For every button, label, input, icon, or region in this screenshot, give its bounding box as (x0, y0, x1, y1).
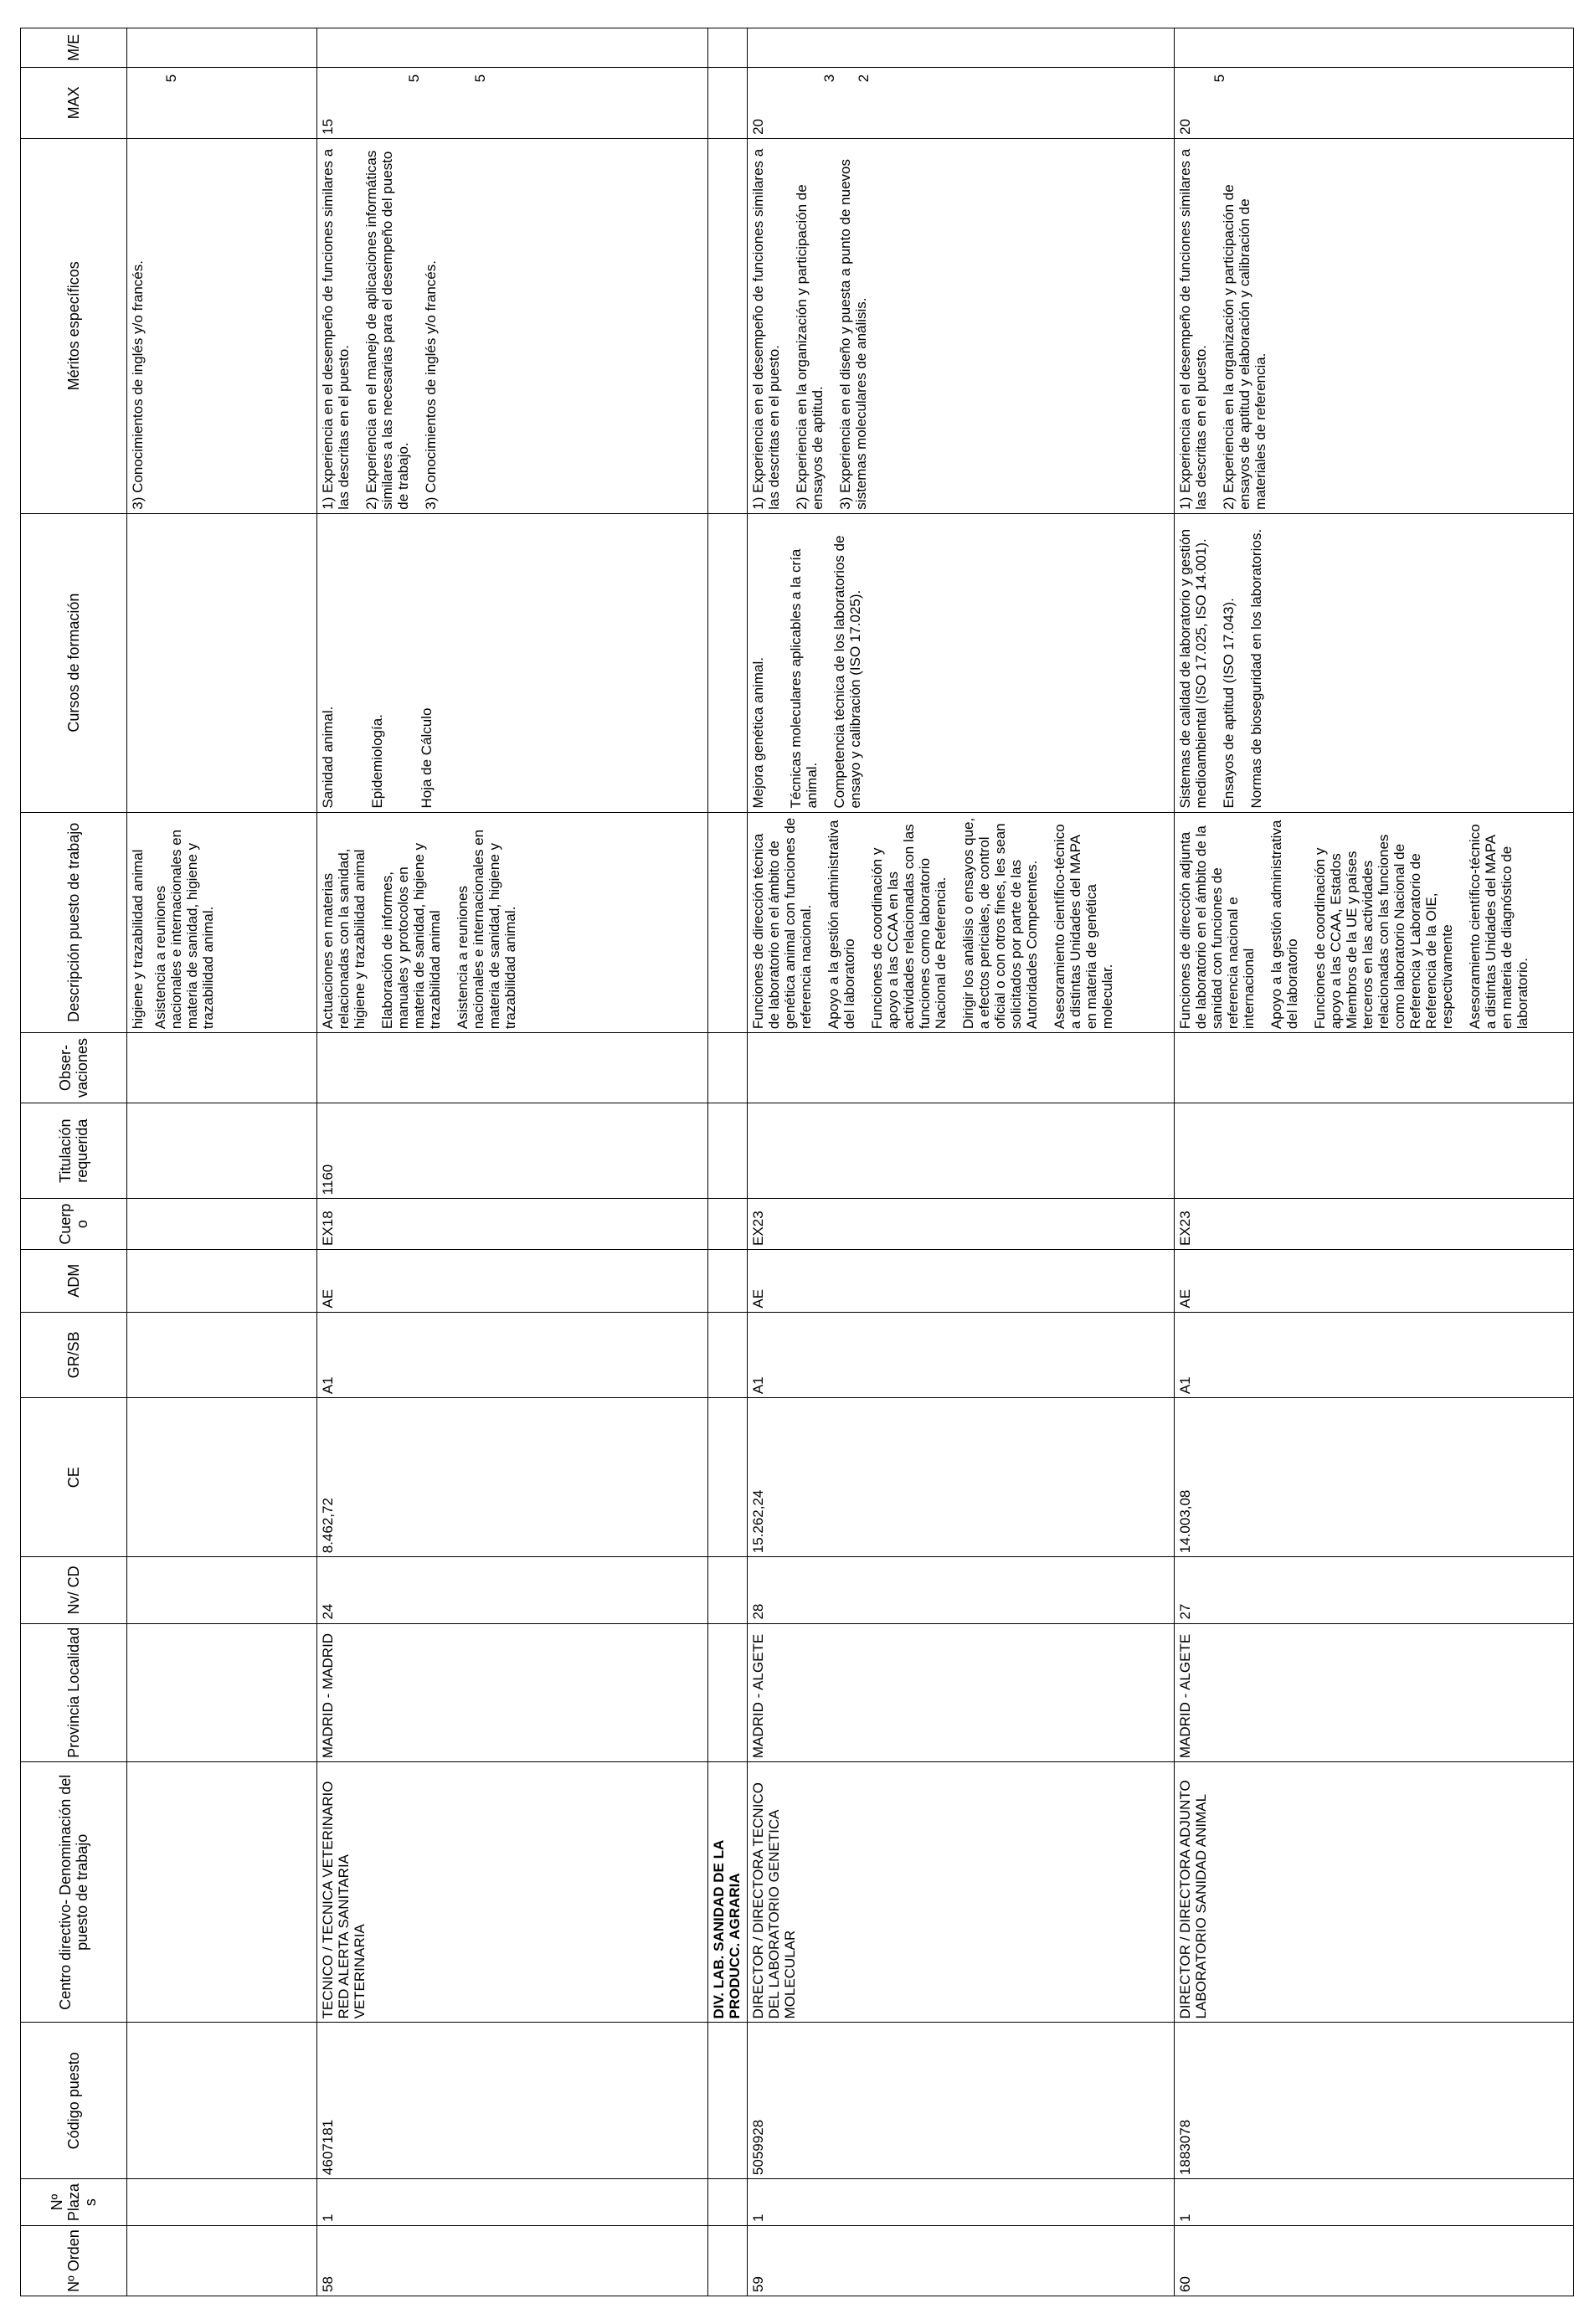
max-value: 3 (821, 74, 837, 83)
cell-nivel (127, 1557, 317, 1623)
max-value: 2 (856, 74, 872, 83)
header-provincia: Provincia Localidad (21, 1623, 127, 1762)
cell-grupo: A1 (1175, 1312, 1574, 1398)
cell-grupo (127, 1312, 317, 1398)
cell-nivel: 27 (1175, 1557, 1574, 1623)
job-positions-table (20, 28, 1574, 2296)
header-cuerpo: Cuerpo (21, 1199, 127, 1250)
cell-meritos (748, 138, 1175, 513)
cell-descripcion (317, 812, 708, 1033)
cell-centro: TECNICO / TECNICA VETERINARIO RED ALERTA SANITARIA VETERINARIA (317, 1762, 708, 2023)
cursos-paragraph: Normas de bioseguridad en los laboratorios. (1248, 528, 1264, 809)
cell-centro: DIRECTOR / DIRECTORA TECNICO DEL LABORATORIO GENETICA MOLECULAR (748, 1762, 1175, 2023)
header-titulacion: Titulación requerida (21, 1103, 127, 1199)
cell-me (127, 28, 317, 68)
header-observaciones: Obser- vaciones (21, 1033, 127, 1103)
header-max: MAX (21, 67, 127, 138)
cell-provincia (127, 1623, 317, 1762)
cell-orden: 59 (748, 2226, 1175, 2296)
header-ce: CE (21, 1398, 127, 1557)
max-value: 20 (1177, 118, 1193, 135)
cell-orden: 60 (1175, 2226, 1574, 2296)
cell-adm: AE (317, 1249, 708, 1312)
cell-descripcion (748, 812, 1175, 1033)
cell-meritos (317, 138, 708, 513)
cell-observaciones (748, 1033, 1175, 1103)
cell-me (317, 28, 708, 68)
cell-adm: AE (1175, 1249, 1574, 1312)
descripcion-paragraph: Funciones de dirección técnica de laboratorio en el ámbito de genética animal con funciones de referencia nacional. (750, 817, 814, 1030)
descripcion-paragraph: Funciones de dirección adjunta de laboratorio en el ámbito de la sanidad con funciones de referencia nacional e internacional (1177, 825, 1257, 1030)
table-row-60 (1175, 28, 1574, 2296)
cell-provincia: MADRID - ALGETE (748, 1623, 1175, 1762)
cell-plazas: 1 (317, 2179, 708, 2226)
cell-provincia: MADRID - MADRID (317, 1623, 708, 1762)
cell-max (127, 67, 317, 138)
cell-ce: 14.003,08 (1175, 1398, 1574, 1557)
descripcion-paragraph: Funciones de coordinación y apoyo a las CCAA en las actividades relacionadas con las funciones como laboratorio Nacional de Referencia. (869, 824, 949, 1030)
descripcion-paragraph: Asistencia a reuniones nacionales e internacionales en materia de sanidad, higiene y trazabilidad animal. (152, 829, 216, 1030)
header-orden: Nº Orden (21, 2226, 127, 2296)
cell-plazas: 1 (748, 2179, 1175, 2226)
cell-max (748, 67, 1175, 138)
header-grupo: GR/SB (21, 1312, 127, 1398)
cursos-paragraph: Competencia técnica de los laboratorios de ensayo y calibración (ISO 17.025). (831, 535, 863, 809)
cell-nivel: 28 (748, 1557, 1175, 1623)
cell-me (1175, 28, 1574, 68)
cell-cursos (1175, 513, 1574, 812)
cell-titulacion (748, 1103, 1175, 1199)
descripcion-paragraph: Asistencia a reuniones nacionales e internacionales en materia de sanidad, higiene y trazabilidad animal. (455, 829, 518, 1030)
cell-codigo: 5059928 (748, 2023, 1175, 2179)
table-row-continuation (127, 28, 317, 2296)
cell-nivel: 24 (317, 1557, 708, 1623)
descripcion-paragraph: Asesoramiento científico-técnico a distintas Unidades del MAPA en materia de diagnóstico de laboratorio. (1467, 824, 1530, 1030)
header-codigo: Código puesto (21, 2023, 127, 2179)
descripcion-paragraph: Dirigir los análisis o ensayos que, a efectos periciales, de control oficial o con otros fines, les sean solicitados por parte de las Autoridades Competentes. (960, 817, 1040, 1030)
cell-provincia: MADRID - ALGETE (1175, 1623, 1574, 1762)
max-value: 5 (406, 74, 422, 83)
cell-max (1175, 67, 1574, 138)
meritos-paragraph: 2) Experiencia en la organización y participación de ensayos de aptitud. (794, 184, 826, 510)
table-row-59 (748, 28, 1175, 2296)
cell-meritos (1175, 138, 1574, 513)
max-value: 5 (1211, 74, 1227, 83)
descripcion-paragraph: Asesoramiento científico-técnico a distintas Unidades del MAPA en materia de genética molecular. (1052, 824, 1115, 1030)
cell-descripcion (127, 812, 317, 1033)
cursos-paragraph: Técnicas moleculares aplicables a la cría animal. (788, 548, 820, 809)
descripcion-paragraph: Apoyo a la gestión administrativa del laboratorio (1268, 820, 1300, 1030)
max-value: 20 (750, 118, 766, 135)
max-value: 5 (472, 74, 488, 83)
cell-observaciones (1175, 1033, 1574, 1103)
meritos-paragraph: 1) Experiencia en el desempeño de funciones similares a las descritas en el puesto. (1177, 148, 1209, 510)
descripcion-paragraph: Actuaciones en materias relacionadas con la sanidad, higiene y trazabilidad animal (320, 848, 368, 1030)
cell-cuerpo (127, 1199, 317, 1250)
meritos-paragraph: 2) Experiencia en la organización y participación de ensayos de aptitud y elaboración y calibración de materiales de referencia. (1221, 184, 1268, 510)
cell-plazas (127, 2179, 317, 2226)
descripcion-paragraph: Elaboración de informes, manuales y protocolos en materia de sanidad, higiene y trazabilidad animal (379, 842, 443, 1030)
max-value: 15 (320, 118, 336, 135)
cursos-paragraph: Epidemiología. (369, 714, 385, 809)
cell-titulacion (1175, 1103, 1574, 1199)
cell-titulacion (127, 1103, 317, 1199)
meritos-paragraph: 1) Experiencia en el desempeño de funciones similares a las descritas en el puesto. (750, 148, 782, 510)
cell-max (317, 67, 708, 138)
cursos-paragraph: Mejora genética animal. (750, 657, 766, 809)
division-title: DIV. LAB. SANIDAD DE LA PRODUCC. AGRARIA (708, 1762, 748, 2023)
header-descripcion: Descripción puesto de trabajo (21, 812, 127, 1033)
table-row-division (708, 28, 748, 2296)
cell-cursos (127, 513, 317, 812)
cell-meritos (127, 138, 317, 513)
header-adm: ADM (21, 1249, 127, 1312)
cell-codigo: 1883078 (1175, 2023, 1574, 2179)
cell-plazas: 1 (1175, 2179, 1574, 2226)
meritos-paragraph: 3) Conocimientos de inglés y/o francés. (130, 260, 146, 510)
cell-centro (127, 1762, 317, 2023)
cell-ce (127, 1398, 317, 1557)
descripcion-paragraph: higiene y trazabilidad animal (130, 849, 146, 1030)
meritos-paragraph: 3) Experiencia en el diseño y puesta a punto de nuevos sistemas moleculares de análisis. (837, 159, 869, 510)
cell-codigo: 4607181 (317, 2023, 708, 2179)
header-meritos: Méritos específicos (21, 138, 127, 513)
cell-codigo (127, 2023, 317, 2179)
cell-grupo: A1 (748, 1312, 1175, 1398)
header-nivel: Nv/ CD (21, 1557, 127, 1623)
meritos-paragraph: 3) Conocimientos de inglés y/o francés. (423, 260, 439, 510)
cell-cursos (317, 513, 708, 812)
cell-cuerpo: EX23 (748, 1199, 1175, 1250)
cell-orden (127, 2226, 317, 2296)
cell-centro: DIRECTOR / DIRECTORA ADJUNTO LABORATORIO SANIDAD ANIMAL (1175, 1762, 1574, 2023)
header-me: M/E (21, 28, 127, 68)
cell-observaciones (127, 1033, 317, 1103)
cursos-paragraph: Ensayos de aptitud (ISO 17.043). (1221, 598, 1237, 809)
header-plazas: Nº Plazas (21, 2179, 127, 2226)
meritos-paragraph: 1) Experiencia en el desempeño de funciones similares a las descritas en el puesto. (320, 148, 352, 510)
header-cursos: Cursos de formación (21, 513, 127, 812)
cell-descripcion (1175, 812, 1574, 1033)
cell-ce: 15.262,24 (748, 1398, 1175, 1557)
cursos-paragraph: Hoja de Cálculo (419, 707, 435, 809)
cursos-paragraph: Sistemas de calidad de laboratorio y gestión medioambiental (ISO 17.025, ISO 14.001). (1177, 528, 1209, 809)
table-header (21, 28, 127, 2296)
cell-cuerpo: EX23 (1175, 1199, 1574, 1250)
cell-adm (127, 1249, 317, 1312)
descripcion-paragraph: Funciones de coordinación y apoyo a las CCAA, Estados Miembros de la UE y países terceros en las actividades relacionadas con las funciones como laboratorio Nacional de Referencia y Laboratorio de Referencia de la OIE, respectivamente (1312, 834, 1455, 1030)
cell-orden: 58 (317, 2226, 708, 2296)
cursos-paragraph: Sanidad animal. (320, 706, 336, 809)
table-row-58 (317, 28, 708, 2296)
header-centro: Centro directivo- Denominación del puesto de trabajo (21, 1762, 127, 2023)
cell-observaciones (317, 1033, 708, 1103)
cell-me (748, 28, 1175, 68)
cell-cursos (748, 513, 1175, 812)
cell-cuerpo: EX18 (317, 1199, 708, 1250)
cell-titulacion: 1160 (317, 1103, 708, 1199)
cell-ce: 8.462,72 (317, 1398, 708, 1557)
cell-adm: AE (748, 1249, 1175, 1312)
meritos-paragraph: 2) Experiencia en el manejo de aplicaciones informáticas similares a las necesarias para el desempeño del puesto de trabajo. (363, 150, 411, 510)
descripcion-paragraph: Apoyo a la gestión administrativa del laboratorio (826, 820, 857, 1030)
max-value: 5 (163, 74, 179, 83)
cell-grupo: A1 (317, 1312, 708, 1398)
